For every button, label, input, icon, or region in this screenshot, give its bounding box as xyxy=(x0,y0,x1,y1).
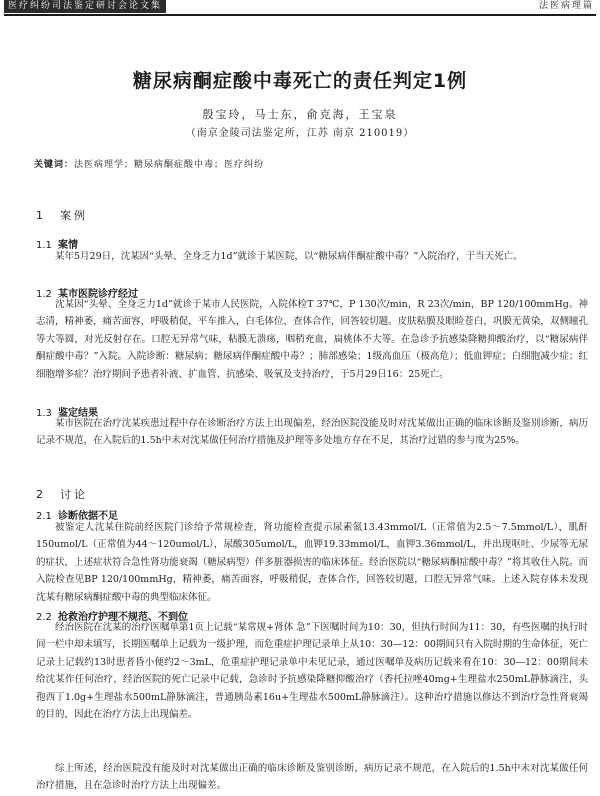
subsection-title: 案情 xyxy=(58,240,78,251)
subsection-title: 诊断依据不足 xyxy=(58,511,118,522)
keywords xyxy=(34,157,264,170)
running-header-right: 法医病理篇 xyxy=(538,1,594,11)
paragraph-treatment-review: 经治医院在沈某的治疗医嘱单第1页上记载“某常规+肾体 急”下医嘱时间为10：30，但执行时间为11：30，有些医嘱的执行时间一栏中却未填写，长期医嘱单上记载为一级护理，而危重症护理记录单上从10：30—12：00期间只有入院时期的生命体征，死亡记录上记载约13时患者昏小便约2～3mL，危重症护理记录单中未见记录，通过医嘱单及病历记载来看在10：30—12：00期间未给沈某作任何治疗，经治医院的死亡记录中记载，急诊时予抗感染降糖抑酸治疗（香托拉唑40mg+生理盐水250mL静脉滴注，头孢西丁1.0g+生理盐水500mL静脉滴注，普通胰岛素16u+生理盐水500mL静脉滴注）。这种治疗措施以修达不到治疗急性肾衰竭的目的，因此在治疗方法上出现偏差。 xyxy=(36,622,588,721)
article-title: 糖尿病酮症酸中毒死亡的责任判定1例 xyxy=(132,70,468,92)
header-divider xyxy=(4,14,596,16)
paragraph-findings: 某市医院在治疗沈某疾患过程中存在诊断治疗方法上出现偏差，经治医院没能及时对沈某做出正确的临床诊断及鉴别诊断，病历记录不规范，在入院后的1.5h中未对沈某做任何治疗措施及护理等多处地方存在不足，其治疗过错的参与度为25%。 xyxy=(36,418,588,447)
subsection-title: 抢救治疗护理不规范、不到位 xyxy=(58,612,188,623)
paragraph-diagnosis: 被鉴定人沈某住院前经医院门诊给予常规检查，肾功能检查提示尿素氮13.43mmol/L（正常值为2.5～7.5mmol/L），肌酐150umol/L（正常值为44～120umol/L），尿酸305umol/L，血钾19.33mmol/L，血钾3.36mmol/L，并出现呕吐、少尿等无尿的症状，上述症状符合急性肾功能衰竭（糖尿病型）伴多脏器损害的临床体征。经治医院以“糖尿病酮症酸中毒？”将其收住入院。而入院检查见BP 120/100mmHg，精神萎，痛苦面容，呼吸稍促，查体合作，回答较切题，口腔无异常气味。上述入院存体未发现沈某有糖尿病酮症酸中毒的典型临床体征。 xyxy=(36,522,588,603)
paragraph-case: 某年5月29日，沈某因“头晕、全身乏力1d”就诊于某医院，以“糖尿病伴酮症酸中毒？”入院治疗，于当天死亡。 xyxy=(55,251,523,262)
subsection-title: 某市医院诊疗经过 xyxy=(58,289,138,300)
subsection-number: 1.1 xyxy=(36,240,52,251)
affiliation: （南京金陵司法鉴定所，江苏 南京 210019） xyxy=(185,128,415,139)
subsection-number: 1.3 xyxy=(36,408,52,419)
author-list: 殷宝玲，马士东，俞克海，王宝泉 xyxy=(202,108,398,121)
keywords-text: 法医病理学；糖尿病酮症酸中毒；医疗纠纷 xyxy=(74,160,265,170)
section-heading-2: 2 讨论 xyxy=(36,488,88,501)
subsection-title: 鉴定结果 xyxy=(58,408,98,419)
running-header-left: 医疗纠纷司法鉴定研讨会论文集 xyxy=(4,0,166,13)
subsection-number: 1.2 xyxy=(36,289,52,300)
subsection-number: 2.1 xyxy=(36,511,52,522)
subsection-number: 2.2 xyxy=(36,612,52,623)
keywords-label: 关键词： xyxy=(34,160,75,170)
paragraph-conclusion: 综上所述，经治医院没有能及时对沈某做出正确的临床诊断及鉴别诊断，病历记录不规范，在入院后的1.5h中未对沈某做任何治疗措施，且在急诊时治疗方法上出现偏差。 xyxy=(36,763,588,792)
paragraph-treatment: 沈某因“头晕、全身乏力1d”就诊于某市人民医院，入院体检T 37℃，P 130次/min，R 23次/min，BP 120/100mmHg。神志清，精神萎，痛苦面容，呼吸稍促，平车推入，白毛体位，查体合作，回答较切题。皮肤粘膜及眼睑苍白，巩膜无黄染，双侧瞳孔等大等圆，对光反射存在。口腔无异常气味，粘膜无溃疡，咽稍充血，扁桃体不大等。在急诊予抗感染降糖抑酸治疗，以“糖尿病伴酮症酸中毒？”入院。入院诊断：糖尿病；糖尿病伴酮症酸中毒？；肺部感染；1级高血压（极高危）；低血钾症；白细胞减少症；红细胞增多症？治疗期间予患者补液、扩血管、抗感染、吸氧及支持治疗，于5月29日16：25死亡。 xyxy=(36,299,588,380)
section-heading-1: 1 案例 xyxy=(36,209,88,222)
